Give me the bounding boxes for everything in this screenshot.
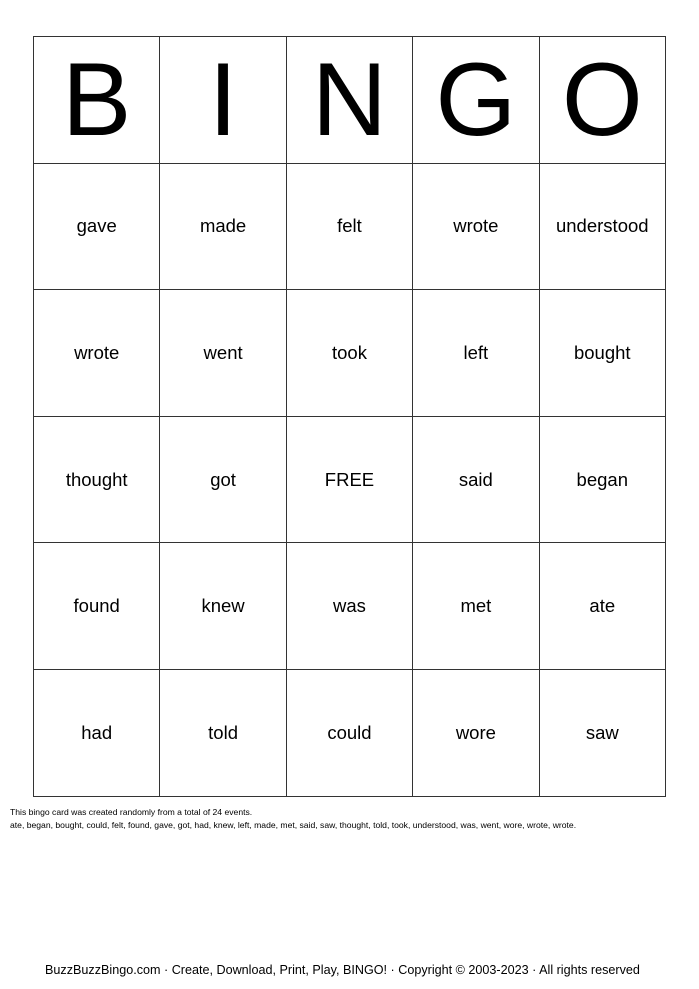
bingo-cell: wore — [413, 669, 539, 796]
header-letter-i: I — [160, 37, 286, 164]
bingo-cell: knew — [160, 543, 286, 670]
card-generation-note: This bingo card was created randomly from a total of 24 events. — [10, 807, 253, 817]
bingo-cell: went — [160, 290, 286, 417]
word-list-note: ate, began, bought, could, felt, found, gave, got, had, knew, left, made, met, said, saw, thought, told, took, understood, was, went, wore, wrote, wrote. — [10, 820, 577, 830]
bingo-row — [34, 669, 666, 796]
bingo-cell: felt — [286, 163, 412, 290]
bingo-cell: got — [160, 416, 286, 543]
bingo-cell: bought — [539, 290, 665, 417]
header-letter-o: O — [539, 37, 665, 164]
bingo-row — [34, 290, 666, 417]
bingo-header-row — [34, 37, 666, 164]
bingo-cell: saw — [539, 669, 665, 796]
bingo-cell: left — [413, 290, 539, 417]
page-footer: BuzzBuzzBingo.com · Create, Download, Print, Play, BINGO! · Copyright © 2003-2023 · All rights reserved — [45, 963, 640, 977]
header-letter-n: N — [286, 37, 412, 164]
bingo-cell: could — [286, 669, 412, 796]
bingo-cell: told — [160, 669, 286, 796]
bingo-cell: had — [34, 669, 160, 796]
header-letter-g: G — [413, 37, 539, 164]
bingo-cell: found — [34, 543, 160, 670]
bingo-cell: began — [539, 416, 665, 543]
bingo-cell: wrote — [413, 163, 539, 290]
free-space-cell: FREE — [286, 416, 412, 543]
bingo-cell: took — [286, 290, 412, 417]
bingo-cell: ate — [539, 543, 665, 670]
bingo-row — [34, 416, 666, 543]
bingo-cell: gave — [34, 163, 160, 290]
bingo-card — [33, 36, 666, 797]
bingo-cell: understood — [539, 163, 665, 290]
bingo-cell: made — [160, 163, 286, 290]
bingo-cell: said — [413, 416, 539, 543]
header-letter-b: B — [34, 37, 160, 164]
bingo-cell: thought — [34, 416, 160, 543]
bingo-cell: wrote — [34, 290, 160, 417]
bingo-cell: met — [413, 543, 539, 670]
bingo-row — [34, 163, 666, 290]
bingo-row — [34, 543, 666, 670]
bingo-cell: was — [286, 543, 412, 670]
